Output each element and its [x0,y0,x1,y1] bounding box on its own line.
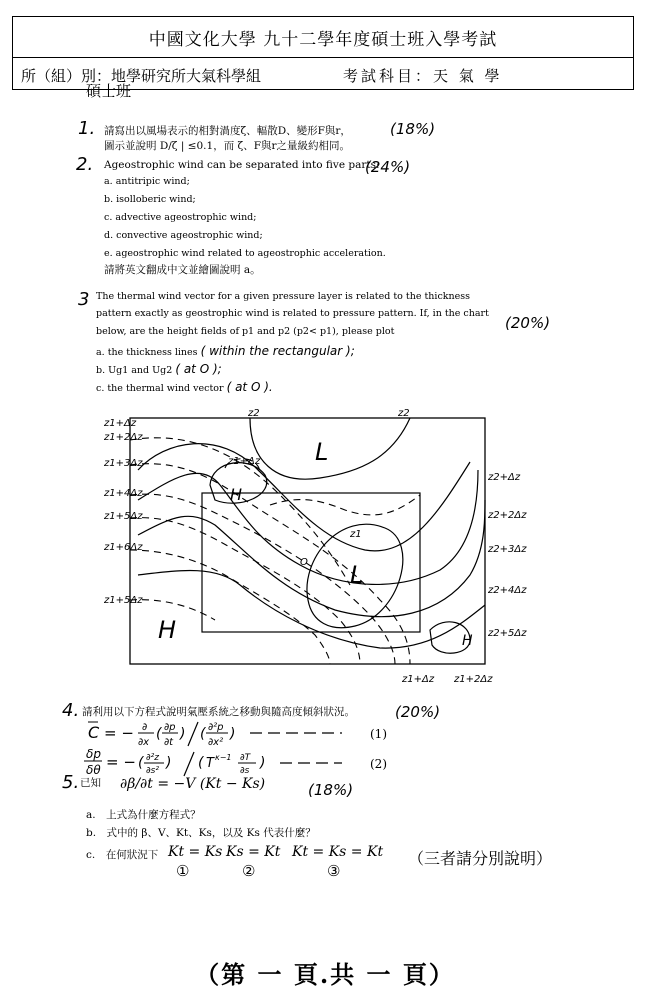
q2-intro: Ageostrophic wind can be separated into five parts: [104,159,380,171]
q5-condition-2: Ks = Kt [226,844,281,860]
eq2-slash [184,752,194,776]
eq2-paren1: ( [138,755,144,771]
exam-header [12,16,634,90]
high-marker-left: H [158,616,177,644]
q5-item-b: b. 式中的 β、V、Kt、Ks，以及 Ks 代表什麼？ [86,827,316,839]
q1-text-line1: 請寫出以風場表示的相對渦度ζ、輻散D、變形F與r， [104,125,351,137]
bottom-label-2: z1+2Δz [454,674,493,685]
right-label-4: z2+4Δz [488,585,527,596]
q5-number: 5. [62,772,80,793]
q3-item-b [96,362,222,378]
low-marker-top: L [315,438,329,466]
top-label-1: z2 [248,408,260,419]
q3-number: 3 [78,289,90,310]
left-label-2: z1+2Δz [104,432,143,443]
eq1-den1: ∂x [138,737,150,748]
eq1-num3: ∂²p [208,722,224,733]
eq1-den3: ∂x² [208,737,224,748]
high-marker-right: H [462,633,473,649]
q4-number: 4. [62,700,80,721]
z2-contours [138,418,485,653]
left-label-3: z1+3Δz [104,458,143,469]
q3-item-c [96,380,273,396]
eq1-num2: ∂p [164,722,176,733]
q2-item-c: c. advective ageostrophic wind; [104,212,257,223]
eq1-num1: ∂ [142,722,148,733]
q2-item-d: d. convective ageostrophic wind; [104,230,263,241]
department-continued: 碩士班 [86,82,132,100]
bottom-label-1: z1+Δz [402,674,435,685]
q3-item-a-note: ( within the rectangular ); [200,344,355,358]
q5-circle-3: ③ [327,862,341,880]
eq2-equals: = − [106,753,136,771]
eq2-num: δp [86,747,101,761]
left-label-7: z1+5Δz [104,595,143,606]
left-label-1: z1+Δz [104,418,137,429]
eq1-number: (1) [370,727,387,741]
eq1-c: C [88,723,100,742]
right-label-3: z2+3Δz [488,544,527,555]
q3-text-line2: pattern exactly as geostrophic wind is related to pressure pattern. If, in the chart [96,308,489,319]
eq2-den3: ∂s [240,766,250,776]
q3-item-a-text: a. the thickness lines [96,347,198,358]
eq2-t: T [206,756,214,771]
header-divider [13,57,633,58]
eq2-num3: ∂T [240,753,251,763]
eq2-paren2: ) [166,755,172,771]
eq1-paren4: ) [230,726,236,742]
eq1-paren2: ) [180,726,186,742]
right-label-5: z2+5Δz [488,628,527,639]
eq1-paren3: ( [200,726,206,742]
left-label-6: z1+6Δz [104,542,143,553]
q5-circle-1: ① [176,862,190,880]
page-footer: （第 一 頁.共 一 頁） [195,960,455,989]
subject-label: 考試科目：天 氣 學 [343,67,503,85]
eq1-slash [188,722,198,746]
q1-number: 1. [78,118,96,139]
q5-item-a: a. 上式為什麼方程式？ [86,809,201,821]
eq1-den2: ∂t [164,737,174,748]
left-label-4: z1+4Δz [104,488,143,499]
q1-percent: (18%) [390,120,436,138]
q4-percent: (20%) [395,703,441,721]
q5-label: 已知 [80,777,101,789]
q5-item-c: c. 在何狀況下 [86,849,159,861]
q3-percent: (20%) [505,314,551,332]
q3-text-line1: The thermal wind vector for a given pressure layer is related to the thickness [96,291,471,302]
eq2-num2: ∂²z [146,753,159,763]
q5-condition-1: Kt = Ks [168,844,223,860]
eq2-paren4: ) [260,755,266,771]
eq2-exp: κ−1 [215,753,232,762]
right-label-1: z2+Δz [488,472,521,483]
q2-instruction: 請將英文翻成中文並繪圖說明 a。 [104,264,261,276]
eq2-paren3: ( [198,755,204,771]
q3-item-b-text: b. Ug1 and Ug2 [96,365,173,376]
low-marker-center: L [350,561,364,589]
eq2-den2: ∂s² [146,766,159,776]
eq1-paren1: ( [156,726,162,742]
q3-item-c-note: ( at O ). [226,380,273,394]
q3-item-a [96,344,355,360]
q2-item-a: a. antitripic wind; [104,176,190,187]
right-label-2: z2+2Δz [488,510,527,521]
origin-label-O: O [300,557,308,568]
top-label-2: z2 [398,408,410,419]
q2-percent: (24%) [365,158,411,176]
q4-text: 請利用以下方程式說明氣壓系統之移動與隨高度傾斜狀況。 [82,706,355,718]
height-field-chart [0,400,650,695]
exam-title: 中國文化大學 九十二學年度碩士班入學考試 [148,30,498,50]
q1-text-line2: 圖示並說明 D/ζ | ≤0.1，而 ζ、F與r之量級約相同。 [104,140,351,152]
q3-item-b-note: ( at O ); [175,362,222,376]
department-label: 所（組）別：地學研究所大氣科學組 [21,67,262,85]
q5-equation: ∂β/∂t = −V (Kt − Ks) [120,776,266,792]
eq1-equals: = − [104,724,134,742]
inner-label-z1: z1 [350,529,362,540]
eq2-number: (2) [370,757,387,771]
q2-item-e: e. ageostrophic wind related to ageostrophic acceleration. [104,248,386,259]
q3-text-line3: below, are the height fields of p1 and p2 (p2< p1), please plot [96,326,395,337]
q3-item-c-text: c. the thermal wind vector [96,383,224,394]
q5-note: （三者請分別說明） [408,849,553,868]
high-marker-upper: H [230,485,243,504]
q2-number: 2. [76,154,94,175]
eq2-den: δθ [86,763,101,777]
q5-condition-3: Kt = Ks = Kt [292,844,384,860]
q4-equations [80,718,420,780]
inner-label-z1-dz: z1+Δz [228,456,261,467]
q2-item-b: b. isolloberic wind; [104,194,196,205]
left-label-5: z1+5Δz [104,511,143,522]
q5-percent: (18%) [308,781,354,799]
q5-circle-2: ② [242,862,256,880]
